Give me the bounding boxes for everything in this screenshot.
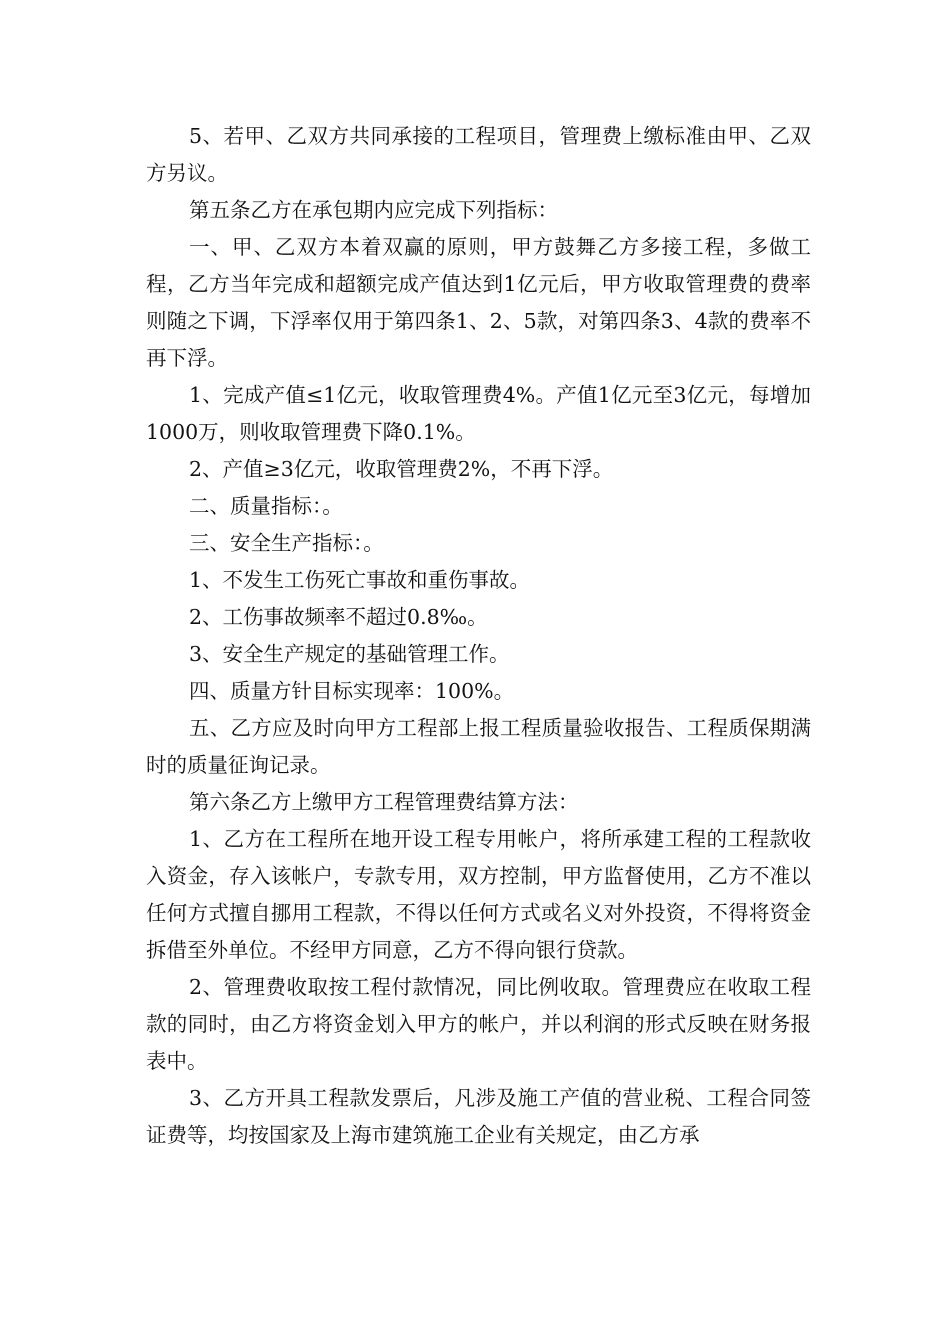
paragraph-article-6-item-1: 1、乙方在工程所在地开设工程专用帐户，将所承建工程的工程款收入资金，存入该帐户，专款专用，双方控制，甲方监督使用，乙方不准以任何方式擅自挪用工程款，不得以任何方式或名义对外投资，不得将资金拆借至外单位。不经甲方同意，乙方不得向银行贷款。 (146, 827, 811, 962)
paragraph-quality-report: 五、乙方应及时向甲方工程部上报工程质量验收报告、工程质保期满时的质量征询记录。 (146, 716, 811, 777)
paragraph-quality-policy-rate: 四、质量方针目标实现率：100%。 (189, 679, 515, 703)
paragraph-article-6-item-3: 3、乙方开具工程款发票后，凡涉及施工产值的营业税、工程合同签证费等，均按国家及上海市建筑施工企业有关规定，由乙方承 (146, 1086, 811, 1147)
paragraph-article-6-heading: 第六条乙方上缴甲方工程管理费结算方法： (189, 790, 579, 814)
paragraph-article-5-heading: 第五条乙方在承包期内应完成下列指标： (189, 198, 558, 222)
paragraph-output-over-300m: 2、产值≥3亿元，收取管理费2%，不再下浮。 (189, 457, 614, 481)
paragraph-safety-item-1: 1、不发生工伤死亡事故和重伤事故。 (189, 568, 531, 592)
paragraph-output-under-100m: 1、完成产值≤1亿元，收取管理费4%。产值1亿元至3亿元，每增加1000万，则收取管理费下降0.1%。 (146, 383, 811, 444)
paragraph-article-6-item-2: 2、管理费收取按工程付款情况，同比例收取。管理费应在收取工程款的同时，由乙方将资金划入甲方的帐户，并以利润的形式反映在财务报表中。 (146, 975, 811, 1073)
paragraph-article-5-section-1: 一、甲、乙双方本着双赢的原则，甲方鼓舞乙方多接工程，多做工程，乙方当年完成和超额完成产值达到1亿元后，甲方收取管理费的费率则随之下调，下浮率仅用于第四条1、2、5款，对第四条3、4款的费率不再下浮。 (146, 235, 811, 370)
paragraph-safety-item-2: 2、工伤事故频率不超过0.8‰。 (189, 605, 488, 629)
document-body (146, 118, 811, 1154)
paragraph-clause-4-item-5: 5、若甲、乙双方共同承接的工程项目，管理费上缴标准由甲、乙双方另议。 (146, 124, 811, 185)
paragraph-safety-indicators: 三、安全生产指标：。 (189, 531, 384, 555)
paragraph-quality-indicators: 二、质量指标：。 (189, 494, 343, 518)
paragraph-safety-item-3: 3、安全生产规定的基础管理工作。 (189, 642, 510, 666)
